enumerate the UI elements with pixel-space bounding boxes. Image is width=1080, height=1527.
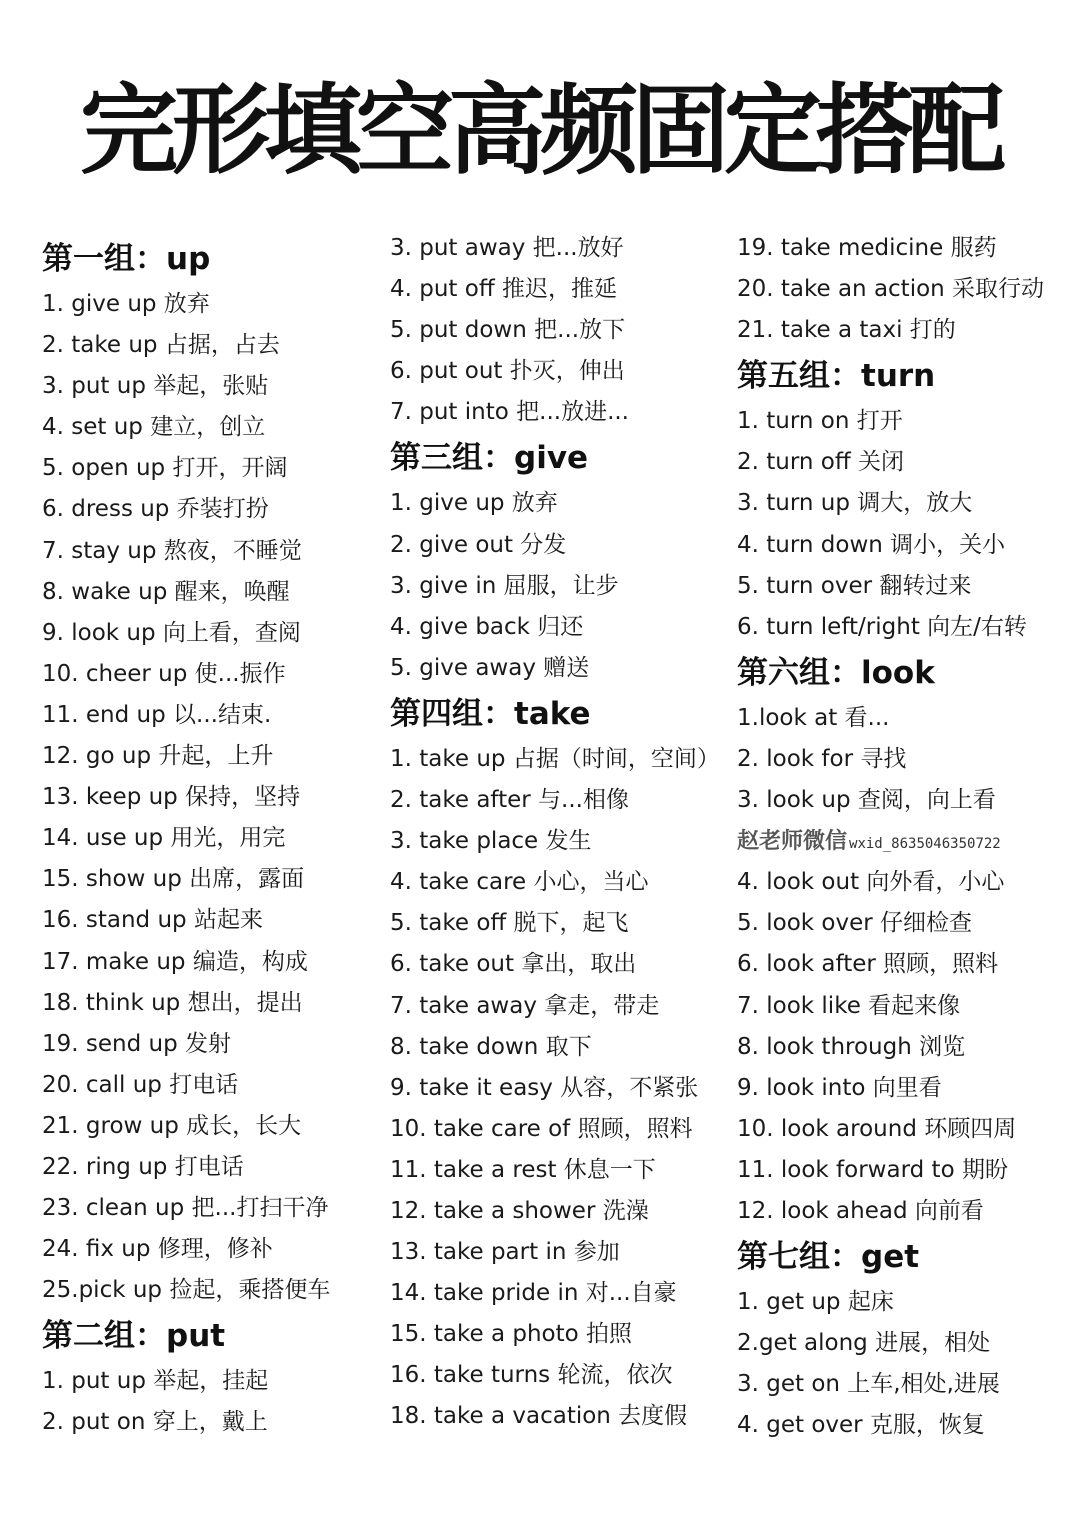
phrase-item: 2. put on 穿上，戴上 [42,1409,268,1436]
phrase-item: 11. take a rest 休息一下 [390,1156,656,1183]
phrase-item: 16. take turns 轮流，依次 [390,1362,673,1389]
phrase-item: 4. set up 建立，创立 [42,414,266,441]
phrase-item: 20. take an action 采取行动 [737,276,1045,303]
column-3 [737,228,1067,1446]
phrase-item: 3. look up 查阅，向上看 [737,787,996,814]
phrase-item: 5. open up 打开，开阔 [42,455,288,482]
phrase-item: 5. turn over 翻转过来 [737,572,972,599]
phrase-item: 19. send up 发射 [42,1030,231,1057]
page-title: 完形填空高频固定搭配 [79,74,1000,188]
phrase-item: 12. go up 升起，上升 [42,743,274,770]
phrase-item: 6. dress up 乔装打扮 [42,496,269,523]
phrase-item: 5. give away 赠送 [390,654,590,681]
phrase-item: 3. take place 发生 [390,828,592,855]
phrase-item: 12. take a shower 洗澡 [390,1197,649,1224]
group-heading: 第七组：get [737,1239,920,1276]
phrase-item: 2.get along 进展，相处 [737,1330,991,1357]
phrase-item: 3. give in 屈服，让步 [390,572,619,599]
phrase-item: 6. turn left/right 向左/右转 [737,613,1027,640]
phrase-item: 23. clean up 把...打扫干净 [42,1195,329,1222]
phrase-item: 24. fix up 修理，修补 [42,1236,273,1263]
phrase-item: 25.pick up 捡起，乘搭便车 [42,1277,331,1304]
phrase-item: 22. ring up 打电话 [42,1153,244,1180]
phrase-item: 15. show up 出席，露面 [42,866,305,893]
phrase-item: 21. take a taxi 打的 [737,317,956,344]
watermark [737,821,1067,862]
phrase-item: 1. get up 起床 [737,1289,894,1316]
phrase-item: 8. wake up 醒来，唤醒 [42,578,290,605]
phrase-item: 6. put out 扑灭，伸出 [390,358,625,385]
phrase-item: 4. put off 推迟，推延 [390,276,617,303]
phrase-item: 1. turn on 打开 [737,408,903,435]
watermark-id: wxid_8635046350722 [849,836,1001,853]
phrase-item: 11. end up 以...结束. [42,701,272,728]
group-heading: 第五组：turn [737,358,936,395]
phrase-item: 7. stay up 熬夜，不睡觉 [42,537,302,564]
phrase-item: 16. stand up 站起来 [42,907,263,934]
phrase-item: 4. give back 归还 [390,613,584,640]
phrase-item: 10. cheer up 使...振作 [42,660,286,687]
phrase-item: 8. take down 取下 [390,1033,592,1060]
group-heading: 第六组：look [737,654,935,691]
phrase-item: 4. get over 克服，恢复 [737,1412,985,1439]
phrase-item: 14. use up 用光，用完 [42,825,286,852]
column-2 [390,228,725,1438]
phrase-item: 13. keep up 保持，坚持 [42,784,301,811]
phrase-item: 7. take away 拿走，带走 [390,992,660,1019]
phrase-item: 13. take part in 参加 [390,1239,620,1266]
phrase-item: 10. look around 环顾四周 [737,1115,1017,1142]
phrase-item: 3. turn up 调大，放大 [737,490,973,517]
phrase-item: 6. take out 拿出，取出 [390,951,637,978]
phrase-item: 5. look over 仔细检查 [737,910,973,937]
phrase-item: 20. call up 打电话 [42,1071,239,1098]
phrase-item: 2. turn off 关闭 [737,449,905,476]
phrase-item: 9. look up 向上看，查阅 [42,619,301,646]
phrase-item: 2. look for 寻找 [737,745,907,772]
phrase-item: 14. take pride in 对...自豪 [390,1280,677,1307]
phrase-item: 9. take it easy 从容，不紧张 [390,1074,699,1101]
phrase-item: 3. get on 上车,相处,进展 [737,1371,1000,1398]
phrase-item: 6. look after 照顾，照料 [737,951,999,978]
phrase-item: 12. look ahead 向前看 [737,1197,984,1224]
column-1 [42,228,372,1444]
phrase-item: 7. look like 看起来像 [737,992,961,1019]
group-heading: 第三组：give [390,440,589,477]
phrase-item: 19. take medicine 服药 [737,235,997,261]
phrase-item: 2. take after 与...相像 [390,787,629,814]
phrase-item: 1. put up 举起，挂起 [42,1368,269,1395]
phrase-item: 4. turn down 调小，关小 [737,531,1006,558]
phrase-item: 17. make up 编造，构成 [42,948,308,975]
phrase-item: 2. take up 占据，占去 [42,332,280,359]
phrase-item: 3. put away 把...放好 [390,235,624,261]
watermark-name: 赵老师微信 [737,829,848,855]
phrase-item: 15. take a photo 拍照 [390,1321,633,1348]
phrase-item: 21. grow up 成长，长大 [42,1112,302,1139]
phrase-item: 10. take care of 照顾，照料 [390,1115,693,1142]
group-heading: 第四组：take [390,695,591,732]
phrase-item: 2. give out 分发 [390,531,567,558]
group-heading: 第一组：up [42,241,211,277]
phrase-item: 1. give up 放弃 [42,291,210,317]
phrase-item: 5. put down 把...放下 [390,317,626,344]
phrase-item: 4. look out 向外看，小心 [737,869,1005,896]
phrase-item: 11. look forward to 期盼 [737,1156,1008,1183]
phrase-item: 1. give up 放弃 [390,490,558,517]
phrase-item: 1. take up 占据（时间，空间） [390,745,720,772]
phrase-item: 18. take a vacation 去度假 [390,1403,688,1430]
phrase-item: 9. look into 向里看 [737,1074,942,1101]
phrase-item: 3. put up 举起，张贴 [42,373,269,400]
phrase-item: 5. take off 脱下，起飞 [390,910,629,937]
phrase-item: 1.look at 看... [737,704,890,731]
phrase-item: 8. look through 浏览 [737,1033,966,1060]
group-heading: 第二组：put [42,1318,226,1355]
phrase-item: 7. put into 把...放进... [390,399,629,426]
phrase-item: 18. think up 想出，提出 [42,989,303,1016]
phrase-item: 4. take care 小心，当心 [390,869,649,896]
